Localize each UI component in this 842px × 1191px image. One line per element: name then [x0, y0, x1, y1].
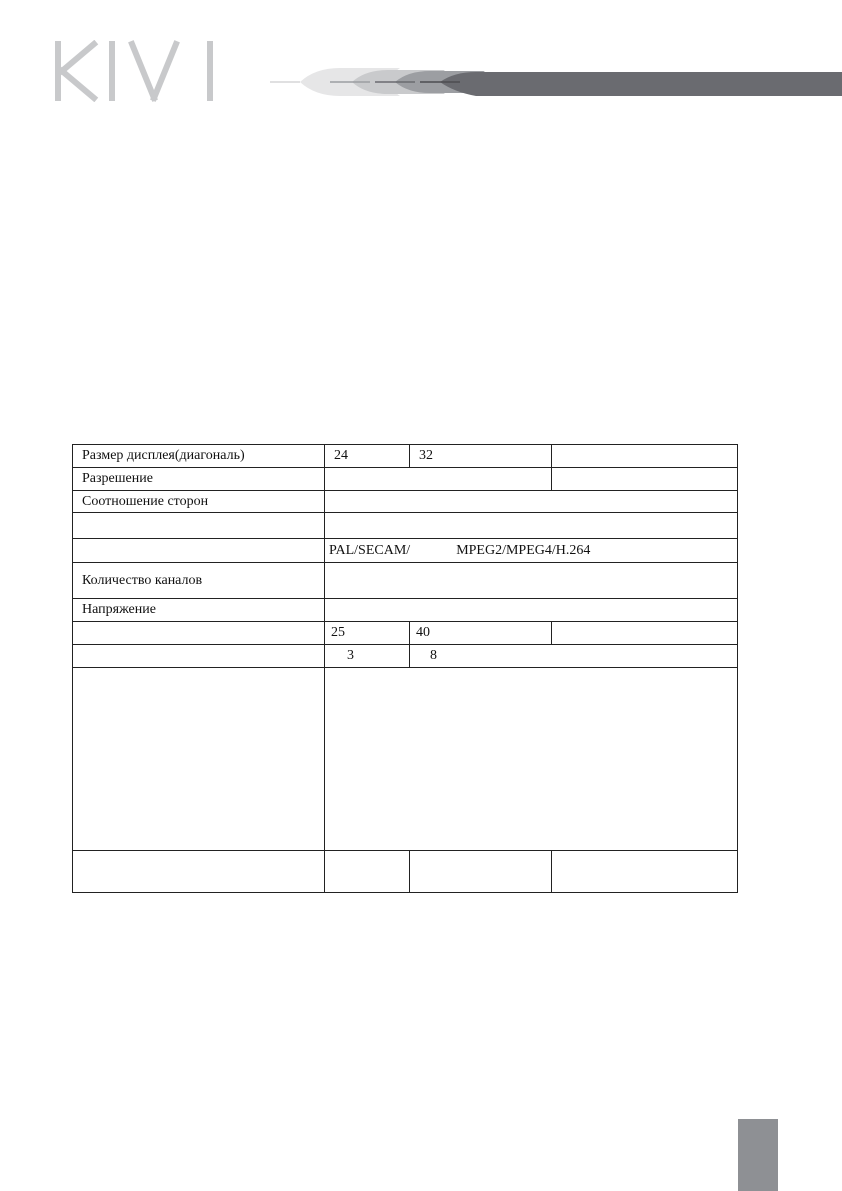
cell: [325, 851, 410, 893]
row-label: Напряжение: [73, 599, 325, 622]
cell: [325, 563, 738, 599]
cell: [325, 599, 738, 622]
cell-24: 24: [325, 445, 410, 468]
cell-25: 25: [325, 622, 410, 645]
cell: [410, 851, 552, 893]
standards-cell: [325, 539, 738, 563]
row-label: Соотношение сторон: [73, 491, 325, 513]
table-row: [73, 445, 738, 468]
cell: [325, 468, 552, 491]
row-label: [73, 851, 325, 893]
cell: [552, 622, 738, 645]
row-label: Размер дисплея(диагональ): [73, 445, 325, 468]
row-label: [73, 645, 325, 668]
row-label: [73, 622, 325, 645]
table-row: [73, 645, 738, 668]
table-row: [73, 468, 738, 491]
row-label: [73, 513, 325, 539]
table-row: [73, 513, 738, 539]
row-label: [73, 668, 325, 851]
cell: [552, 851, 738, 893]
cell: [552, 468, 738, 491]
table-row: [73, 539, 738, 563]
cell-3: 3: [325, 645, 410, 668]
row-label: Разрешение: [73, 468, 325, 491]
cell: [325, 513, 738, 539]
cell-40: 40: [410, 622, 552, 645]
page-number-tab: [738, 1119, 778, 1191]
cell: [325, 491, 738, 513]
table-row: [73, 491, 738, 513]
cell: [552, 445, 738, 468]
header-band: [270, 66, 842, 98]
cell-32: 32: [410, 445, 552, 468]
kivi-logo: [50, 40, 225, 102]
table-row: [73, 668, 738, 851]
row-label: [73, 539, 325, 563]
row-label: Количество каналов: [73, 563, 325, 599]
table-row: [73, 563, 738, 599]
standards-tv: PAL/SECAM/: [329, 542, 411, 558]
table-row: [73, 599, 738, 622]
table-row: [73, 851, 738, 893]
standards-codecs: MPEG2/MPEG4/H.264: [456, 542, 591, 558]
cell: [325, 668, 738, 851]
cell-8: 8: [410, 645, 738, 668]
spec-table: [72, 444, 738, 893]
table-row: [73, 622, 738, 645]
